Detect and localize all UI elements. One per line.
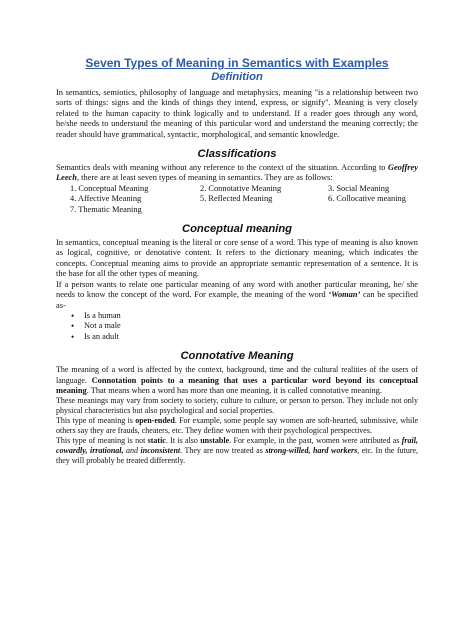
list-item: • Is a human <box>84 311 418 321</box>
connotative-heading: Connotative Meaning <box>180 350 294 363</box>
connotative-paragraph-3: This type of meaning is open-ended. For example, some people say women are soft-hearted, submissive, while others say they are frauds, cheaters, etc. They define women with their psychological perspectives. <box>56 416 419 436</box>
classification-list <box>56 184 418 215</box>
conceptual-heading: Conceptual meaning <box>181 223 293 236</box>
definition-heading: Definition <box>211 71 263 83</box>
list-item: • Not a male <box>84 321 418 331</box>
list-item: 4. Affective Meaning <box>70 194 142 204</box>
author-name: Geoffrey Leech <box>56 163 418 183</box>
conceptual-paragraph-2: If a person wants to relate one particular meaning of any word with another particular meaning, he/ she needs to know the concept of the word. For example, the meaning of the word ‘Woman’ can be specified as- <box>56 279 418 310</box>
list-item: 7. Thematic Meaning <box>70 204 142 214</box>
page-title: Seven Types of Meaning in Semantics with Examples <box>85 56 389 70</box>
classifications-heading: Classifications <box>197 148 277 161</box>
woman-bullet-list <box>56 311 418 342</box>
conceptual-paragraph: In semantics, conceptual meaning is the literal or core sense of a word. This type of meaning is also known as logical, cognitive, or denotative content. It refers to the dictionary meaning, which indicates the concepts. Conceptual meaning aims to provide an appropriate semantic representation of a sentence. It is the base for all the other types of meaning. <box>56 238 418 279</box>
connotative-paragraph-2: These meanings may vary from society to society, culture to culture, or person to person. They include not only physical characteristics but also psychological and social properties. <box>56 396 418 416</box>
list-item: 5. Reflected Meaning <box>200 194 273 204</box>
list-item: 3. Social Meaning <box>328 183 390 193</box>
example-word: ‘Woman’ <box>328 290 361 300</box>
definition-paragraph: In semantics, semiotics, philosophy of language and metaphysics, meaning "is a relationship between two sorts of things: signs and the kinds of things they intend, express, or signify". Meaning is very closely related to the human capacity to think logically and to understand. If a reader goes through any word, he/she needs to understand the meaning of this particular word and understand the meaning correctly; the reader should have grammatical, syntactic, morphological, and semantic knowledge. <box>56 88 418 139</box>
list-item: 6. Collocative meaning <box>328 194 406 204</box>
list-item: 2. Connotative Meaning <box>200 183 282 193</box>
connotative-paragraph-1: The meaning of a word is affected by the context, background, time and the cultural realities of the users of language. Connotation points to a meaning that uses a particular word beyond its conceptual meaning. That means when a word has more than one meaning, it is called connotative meaning. <box>56 365 419 395</box>
list-item: • Is an adult <box>84 332 418 342</box>
classifications-intro: Semantics deals with meaning without any reference to the context of the situation. According to Geoffrey Leech, there are at least seven types of meaning in semantics. They are as follows: <box>56 163 418 183</box>
connotative-paragraph-4: This type of meaning is not static. It is also unstable. For example, in the past, women were attributed as frail, cowardly, irrational, and inconsistent. They are now treated as strong-willed, hard workers, etc. In the future, they will probably be treated differently. <box>56 436 419 466</box>
list-item: 1. Conceptual Meaning <box>70 183 149 193</box>
